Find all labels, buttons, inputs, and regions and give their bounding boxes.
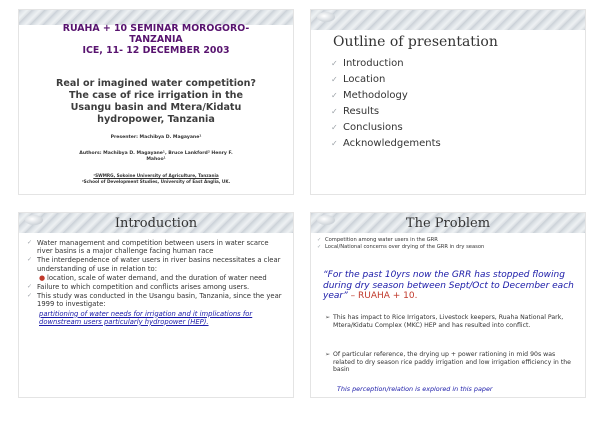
tick-bullet-icon: ✓ xyxy=(27,239,33,246)
slide-heading: Outline of presentation xyxy=(333,34,498,50)
title-line: hydropower, Tanzania xyxy=(97,114,215,125)
list-item: ✓ Location xyxy=(331,72,441,88)
slide-problem xyxy=(310,212,586,398)
reference-paragraph: ➢ Of particular reference, the drying up + power rationing in mid 90s was related to dry season rice paddy irrigation and low irrigation efficiency in the basin xyxy=(325,351,571,374)
authors-line: Mahoo¹ xyxy=(146,157,166,162)
intro-list xyxy=(27,239,285,327)
list-item: ✓ Conclusions xyxy=(331,120,441,136)
slide-introduction xyxy=(18,212,294,398)
list-item: ✓ Results xyxy=(331,104,441,120)
problem-quote: “For the past 10yrs now the GRR has stopped flowing during dry season between Sept/Oct to December each year” – RUAHA + 10. xyxy=(323,270,574,301)
header-line: RUAHA + 10 SEMINAR MOROGORO- xyxy=(62,23,250,34)
slide-title xyxy=(18,9,294,195)
tick-bullet-icon: ✓ xyxy=(317,237,322,243)
tick-bullet-icon: ✓ xyxy=(331,75,338,84)
slide-outline xyxy=(310,9,586,195)
impact-paragraph: ➢ This has impact to Rice Irrigators, Livestock keepers, Ruaha National Park, Mtera/Kidatu Complex (MKC) HEP and has resulted into conflict. xyxy=(325,314,564,329)
presentation-title xyxy=(29,78,283,126)
slide-heading: Introduction xyxy=(114,216,198,231)
title-line: Real or imagined water competition? xyxy=(55,78,256,89)
tick-bullet-icon: ✓ xyxy=(331,59,338,68)
perception-note: This perception/relation is explored in this paper xyxy=(337,385,493,393)
authors-line: Authors: Machibya D. Magayane¹, Bruce Lankford² Henry F. xyxy=(79,151,233,156)
red-bullet-icon: ● xyxy=(39,273,46,282)
problem-list xyxy=(317,237,579,251)
sub-list-item: ● location, scale of water demand, and the duration of water need xyxy=(39,273,267,282)
tick-bullet-icon: ✓ xyxy=(331,91,338,100)
slide-heading: The Problem xyxy=(405,216,491,231)
sub-list-item: partitioning of water needs for irrigation and it implications for downstream users particularly hydropower (HEP). xyxy=(39,309,253,326)
outline-list xyxy=(331,56,441,152)
arrow-bullet-icon: ➢ xyxy=(325,351,331,358)
tick-bullet-icon: ✓ xyxy=(331,139,338,148)
arrow-bullet-icon: ➢ xyxy=(325,314,331,321)
affiliation: ²School of Development Studies, University of East Anglia, UK. xyxy=(81,179,231,184)
presenter: Presenter: Machibya D. Magayane¹ xyxy=(110,135,202,140)
affiliation: ¹SWMRG, Sokoine University of Agriculture, Tanzania xyxy=(93,173,219,178)
globe-icon xyxy=(317,12,335,22)
tick-bullet-icon: ✓ xyxy=(27,292,33,300)
title-line: The case of rice irrigation in the xyxy=(69,90,243,101)
header-line: TANZANIA xyxy=(129,34,183,45)
decorative-banner xyxy=(311,10,585,30)
list-item: ✓ Methodology xyxy=(331,88,441,104)
tick-bullet-icon: ✓ xyxy=(27,283,33,291)
seminar-header xyxy=(25,23,287,56)
list-item: ✓ Introduction xyxy=(331,56,441,72)
list-item: ✓ Acknowledgements xyxy=(331,136,441,152)
tick-bullet-icon: ✓ xyxy=(27,256,33,264)
tick-bullet-icon: ✓ xyxy=(331,107,338,116)
authors xyxy=(59,151,253,163)
list-item: ✓ This study was conducted in the Usangu basin, Tanzania, since the year 1999 to investigate: xyxy=(27,292,282,309)
list-item: ✓ Local/National concerns over drying of the GRR in dry season xyxy=(317,244,485,250)
quote-source: – RUAHA + 10. xyxy=(350,291,418,301)
affiliations xyxy=(39,173,273,185)
list-item: ✓ Water management and competition between users in water scarce river basins is a major challenge facing human race xyxy=(27,239,269,256)
tick-bullet-icon: ✓ xyxy=(317,244,322,250)
tick-bullet-icon: ✓ xyxy=(331,123,338,132)
header-line: ICE, 11- 12 DECEMBER 2003 xyxy=(82,45,230,56)
list-item: ✓ Failure to which competition and conflicts arises among users. xyxy=(27,283,250,292)
list-item: ✓ The interdependence of water users in river basins necessitates a clear understanding of use in relation to: xyxy=(27,256,281,273)
list-item: ✓ Competition among water users in the GRR xyxy=(317,237,438,243)
title-line: Usangu basin and Mtera/Kidatu xyxy=(70,102,242,113)
